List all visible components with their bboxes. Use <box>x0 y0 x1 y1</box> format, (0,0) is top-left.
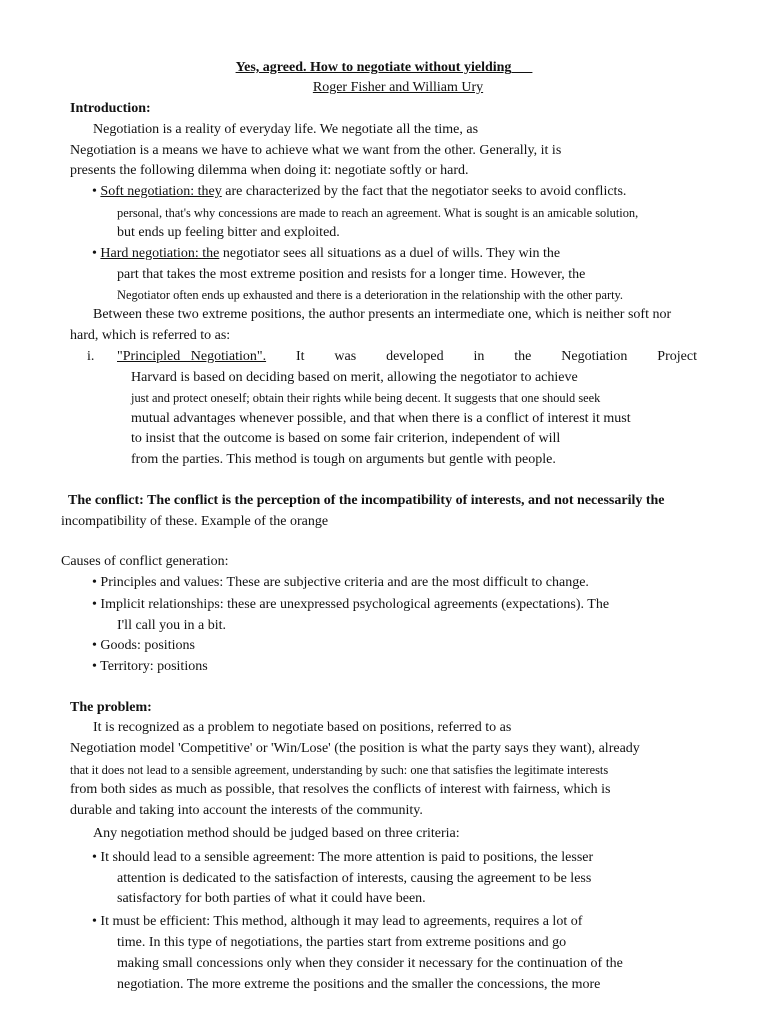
causes-item-continuation: I'll call you in a bit. <box>117 618 227 633</box>
conflict-definition: The conflict: The conflict is the perception of the incompatibility of interests, and not necessarily the <box>68 493 665 508</box>
principled-word: in <box>473 349 485 364</box>
problem-heading: The problem: <box>70 700 152 715</box>
soft-negotiation-text: are characterized by the fact that the negotiator seeks to avoid conflicts. <box>221 184 627 199</box>
principled-word: Negotiation <box>561 349 628 364</box>
soft-negotiation-item <box>92 183 626 201</box>
document-title <box>0 59 768 77</box>
principled-line: to insist that the outcome is based on some fair criterion, independent of will <box>131 431 561 446</box>
hard-negotiation-lead: Hard negotiation: the <box>100 246 220 261</box>
title-text: Yes, agreed. How to negotiate without yielding <box>235 60 512 75</box>
soft-negotiation-line: but ends up feeling bitter and exploited. <box>117 225 340 240</box>
criteria-item: • It should lead to a sensible agreement: The more attention is paid to positions, the lesser <box>92 850 594 865</box>
hard-negotiation-text: negotiator sees all situations as a duel of wills. They win the <box>219 246 561 261</box>
principled-line: just and protect oneself; obtain their rights while being decent. It suggests that one should seek <box>131 391 601 405</box>
bullet: • <box>92 246 97 261</box>
principled-numeral: i. <box>87 349 95 364</box>
principled-word: Project <box>657 349 697 364</box>
principled-line: from the parties. This method is tough on arguments but gentle with people. <box>131 452 556 467</box>
principled-first-line <box>117 348 697 366</box>
criteria-line: attention is dedicated to the satisfaction of interests, causing the agreement to be less <box>117 871 592 886</box>
hard-negotiation-line: part that takes the most extreme position and resists for a longer time. However, the <box>117 267 586 282</box>
problem-line: It is recognized as a problem to negotiate based on positions, referred to as <box>93 720 512 735</box>
title-underline-tail <box>511 60 532 75</box>
principled-line: Harvard is based on deciding based on merit, allowing the negotiator to achieve <box>131 370 578 385</box>
bullet: • <box>92 184 97 199</box>
intro-line: Negotiation is a means we have to achieve what we want from the other. Generally, it is <box>70 143 562 158</box>
causes-item: • Goods: positions <box>92 638 195 653</box>
principled-word: It <box>295 349 305 364</box>
causes-item: • Principles and values: These are subjective criteria and are the most difficult to change. <box>92 575 589 590</box>
principled-word: was <box>334 349 357 364</box>
principled-line: mutual advantages whenever possible, and that when there is a conflict of interest it must <box>131 411 631 426</box>
criteria-line: time. In this type of negotiations, the parties start from extreme positions and go <box>117 935 567 950</box>
between-line: hard, which is referred to as: <box>70 328 231 343</box>
principled-negotiation-lead: "Principled Negotiation". <box>117 349 267 364</box>
between-line: Between these two extreme positions, the author presents an intermediate one, which is neither soft nor <box>93 307 672 322</box>
document-authors <box>0 79 768 97</box>
hard-negotiation-line: Negotiator often ends up exhausted and there is a deterioration in the relationship with the other party. <box>117 288 624 302</box>
problem-line: Any negotiation method should be judged based on three criteria: <box>93 826 460 841</box>
criteria-line: satisfactory for both parties of what it could have been. <box>117 891 426 906</box>
problem-line: from both sides as much as possible, that resolves the conflicts of interest with fairness, which is <box>70 782 611 797</box>
causes-item: • Territory: positions <box>92 659 208 674</box>
principled-word: the <box>514 349 532 364</box>
causes-heading: Causes of conflict generation: <box>61 554 229 569</box>
soft-negotiation-line: personal, that's why concessions are made to reach an agreement. What is sought is an amicable solution, <box>117 206 639 220</box>
hard-negotiation-item <box>92 245 560 263</box>
intro-line: Negotiation is a reality of everyday life. We negotiate all the time, as <box>93 122 479 137</box>
problem-line: durable and taking into account the interests of the community. <box>70 803 423 818</box>
causes-item: • Implicit relationships: these are unexpressed psychological agreements (expectations). The <box>92 597 610 612</box>
intro-line: presents the following dilemma when doing it: negotiate softly or hard. <box>70 163 469 178</box>
problem-line: that it does not lead to a sensible agreement, understanding by such: one that satisfies the legitimate interests <box>70 763 609 777</box>
intro-heading: Introduction: <box>70 101 151 116</box>
criteria-item: • It must be efficient: This method, although it may lead to agreements, requires a lot of <box>92 914 583 929</box>
conflict-line: incompatibility of these. Example of the orange <box>61 514 329 529</box>
criteria-line: negotiation. The more extreme the positions and the smaller the concessions, the more <box>117 977 601 992</box>
soft-negotiation-lead: Soft negotiation: they <box>100 184 222 199</box>
criteria-line: making small concessions only when they consider it necessary for the continuation of the <box>117 956 623 971</box>
problem-line: Negotiation model 'Competitive' or 'Win/Lose' (the position is what the party says they want), already <box>70 741 640 756</box>
authors-text: Roger Fisher and William Ury <box>312 80 484 95</box>
principled-word: developed <box>386 349 444 364</box>
